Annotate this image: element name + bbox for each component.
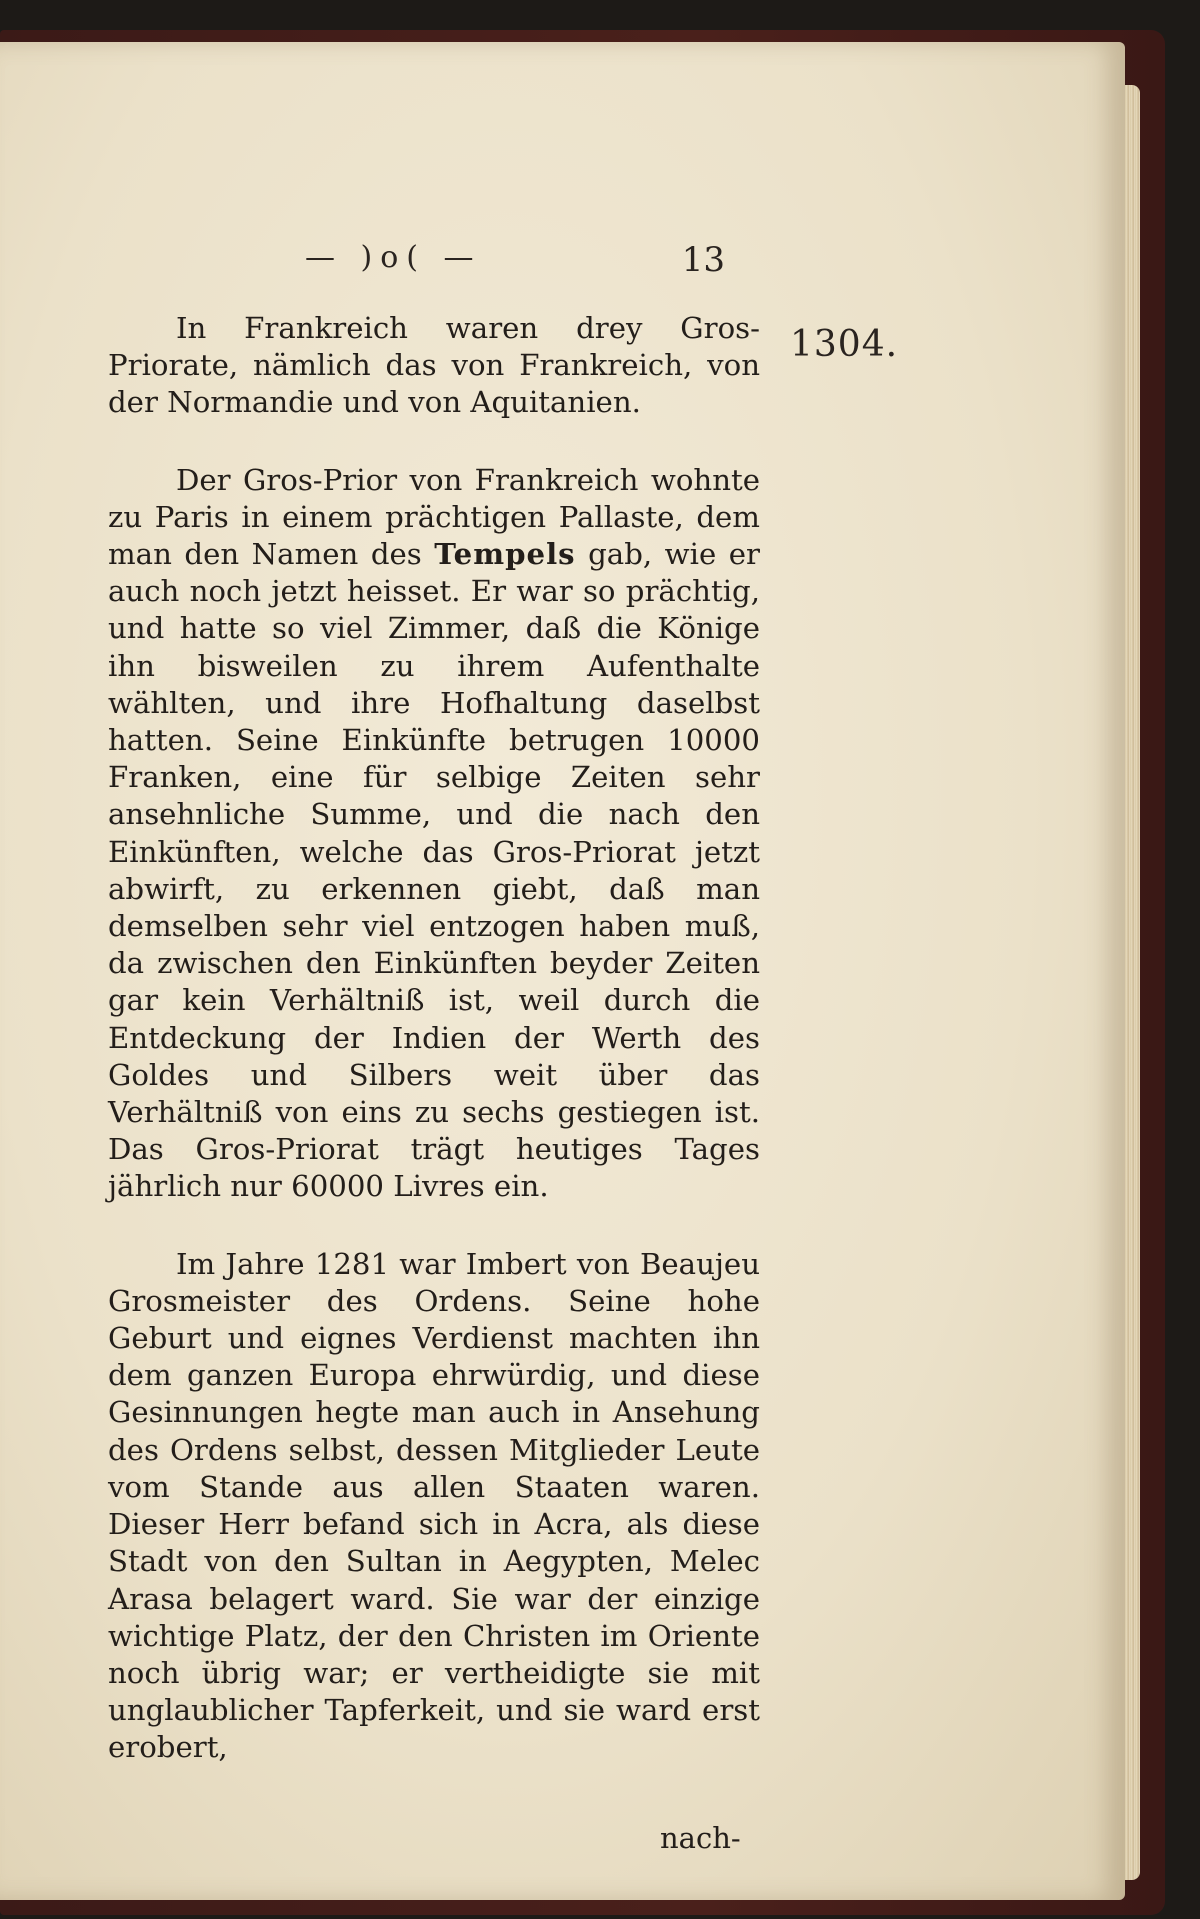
- margin-year: 1304.: [790, 324, 899, 365]
- page-header: [305, 240, 725, 280]
- text-segment: Im Jahre 1281 war Imbert von Beaujeu Grosmeister des Ordens. Seine hohe Geburt und eignes Verdienst machten ihn dem ganzen Europa ehrwürdig, und diese Gesinnungen hegte man auch in Ansehung des Ordens selbst, dessen Mitglieder Leute vom Stande aus allen Staaten waren. Dieser Herr befand sich in Acra, als diese Stadt von den Sultan in Aegypten, Melec Arasa belagert ward. Sie war der einzige wichtige Platz, der den Christen im Oriente noch übrig war; er vertheidigte sie mit unglaublicher Tapferkeit, und sie ward erst erobert,: [108, 1246, 760, 1765]
- book-page: [0, 42, 1125, 1900]
- text-segment: Der Gros-Prior von Frankreich wohnte zu Paris in einem prächtigen Pallaste, dem man den Namen des: [108, 462, 760, 572]
- paragraph-2: [108, 462, 760, 1206]
- header-ornament: — )o( —: [305, 240, 482, 275]
- paragraph-1: [108, 310, 760, 422]
- emphasized-word: Tempels: [434, 537, 576, 572]
- page-number: 13: [681, 240, 725, 280]
- text-segment: In Frankreich waren drey Gros-Priorate, nämlich das von Frankreich, von der Normandie und von Aquitanien.: [108, 311, 760, 420]
- body-text: [108, 310, 760, 1767]
- text-segment: gab, wie er auch noch jetzt heisset. Er war so prächtig, und hatte so viel Zimmer, daß die Könige ihn bisweilen zu ihrem Aufenthalte wählten, und ihre Hofhaltung daselbst hatten. Seine Einkünfte betrugen 10000 Franken, eine für selbige Zeiten sehr ansehnliche Summe, und die nach den Einkünften, welche das Gros-Priorat jetzt abwirft, zu erkennen giebt, daß man demselben sehr viel entzogen haben muß, da zwischen den Einkünften beyder Zeiten gar kein Verhältniß ist, weil durch die Entdeckung der Indien der Werth des Goldes und Silbers weit über das Verhältniß von eins zu sechs gestiegen ist. Das Gros-Priorat trägt heutiges Tages jährlich nur 60000 Livres ein.: [108, 537, 760, 1204]
- catchword: nach-: [660, 1821, 741, 1855]
- paragraph-3: [108, 1246, 760, 1767]
